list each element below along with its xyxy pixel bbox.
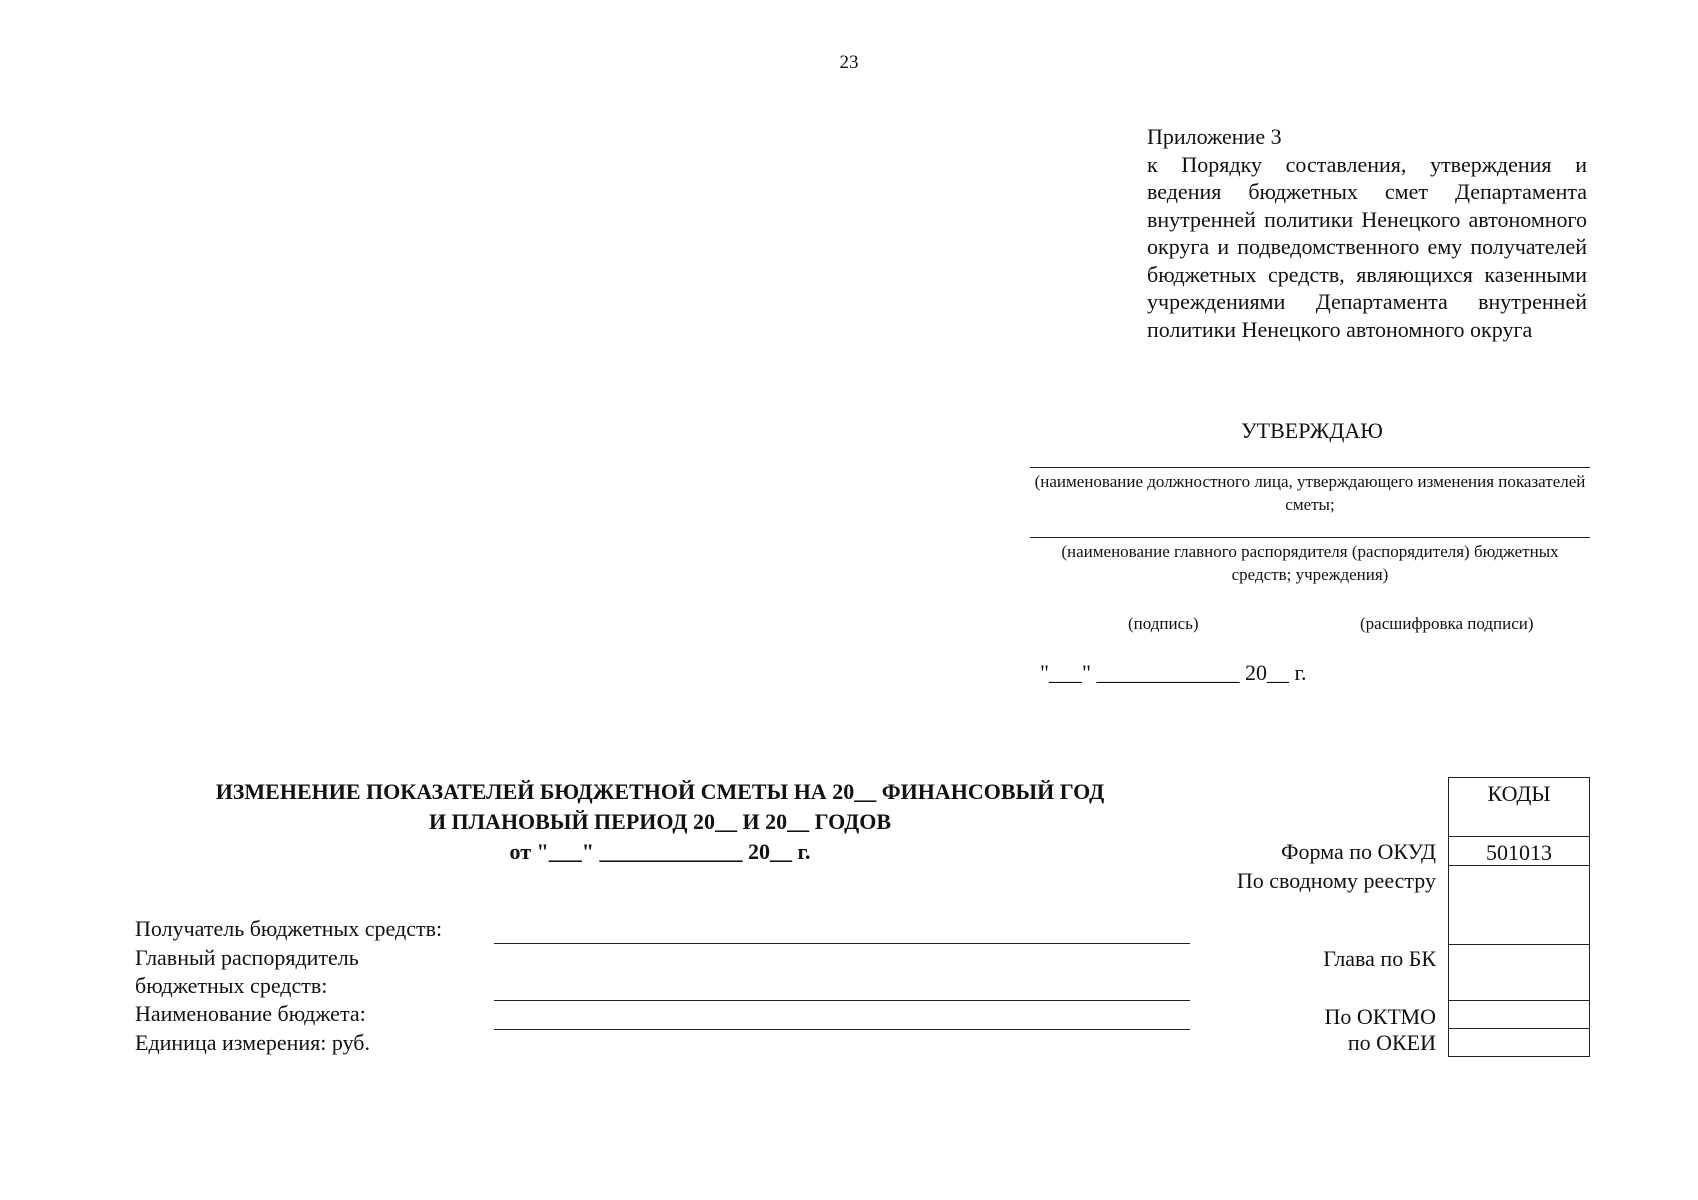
document-title [120,777,1200,867]
appendix-block [1147,123,1587,343]
appendix-title: Приложение 3 [1147,124,1282,149]
document-title-line1: ИЗМЕНЕНИЕ ПОКАЗАТЕЛЕЙ БЮДЖЕТНОЙ СМЕТЫ НА 20__ ФИНАНСОВЫЙ ГОД [215,779,1105,804]
glava-label: Глава по БК [1323,946,1436,971]
budget-name-label: Наименование бюджета: [135,1001,366,1026]
codes-divider-oktmo [1449,1000,1589,1001]
signature-hint: (подпись) [1128,614,1199,633]
budget-name-fill-line [494,1029,1190,1030]
manager-name-line [1030,537,1590,538]
okud-code-cell: 501013 [1486,840,1552,865]
okud-label: Форма по ОКУД [1281,839,1436,864]
manager-fill-line [494,1000,1190,1001]
reestr-label: По сводному реестру [1236,868,1436,893]
unit-label: Единица измерения: руб. [135,1030,370,1055]
official-name-hint: (наименование должностного лица, утверждающего изменения показателей сметы; [1034,472,1586,514]
recipient-label: Получатель бюджетных средств: [135,916,443,941]
appendix-body: к Порядку составления, утверждения и ведения бюджетных смет Департамента внутренней политики Ненецкого автономного округа и подведомственного ему получателей бюджетных средств, являющихся казенными учреждениями Департамента внутренней политики Ненецкого автономного округа [1147,151,1587,342]
approval-title: УТВЕРЖДАЮ [1241,418,1383,443]
codes-divider-glava [1449,944,1589,945]
codes-divider-okei [1449,1028,1589,1029]
official-name-line [1030,467,1590,468]
document-title-line2: И ПЛАНОВЫЙ ПЕРИОД 20__ И 20__ ГОДОВ [428,809,892,834]
signature-decode-hint: (расшифровка подписи) [1360,614,1534,633]
oktmo-label: По ОКТМО [1324,1004,1436,1029]
codes-header: КОДЫ [1487,781,1551,806]
manager-label-line2: бюджетных средств: [135,973,328,998]
manager-label-line1: Главный распорядитель [135,945,359,970]
codes-table [1448,777,1590,1057]
okei-label: по ОКЕИ [1347,1030,1436,1055]
codes-divider-okud [1449,836,1589,837]
approval-date-line: "___" _____________ 20__ г. [1040,660,1307,685]
page-number: 23 [839,52,859,73]
recipient-fill-line [494,943,1190,944]
codes-divider-reestr [1449,865,1589,866]
manager-name-hint: (наименование главного распорядителя (распорядителя) бюджетных средств; учреждения) [1061,542,1559,584]
document-date-line: от "___" _____________ 20__ г. [509,839,811,864]
